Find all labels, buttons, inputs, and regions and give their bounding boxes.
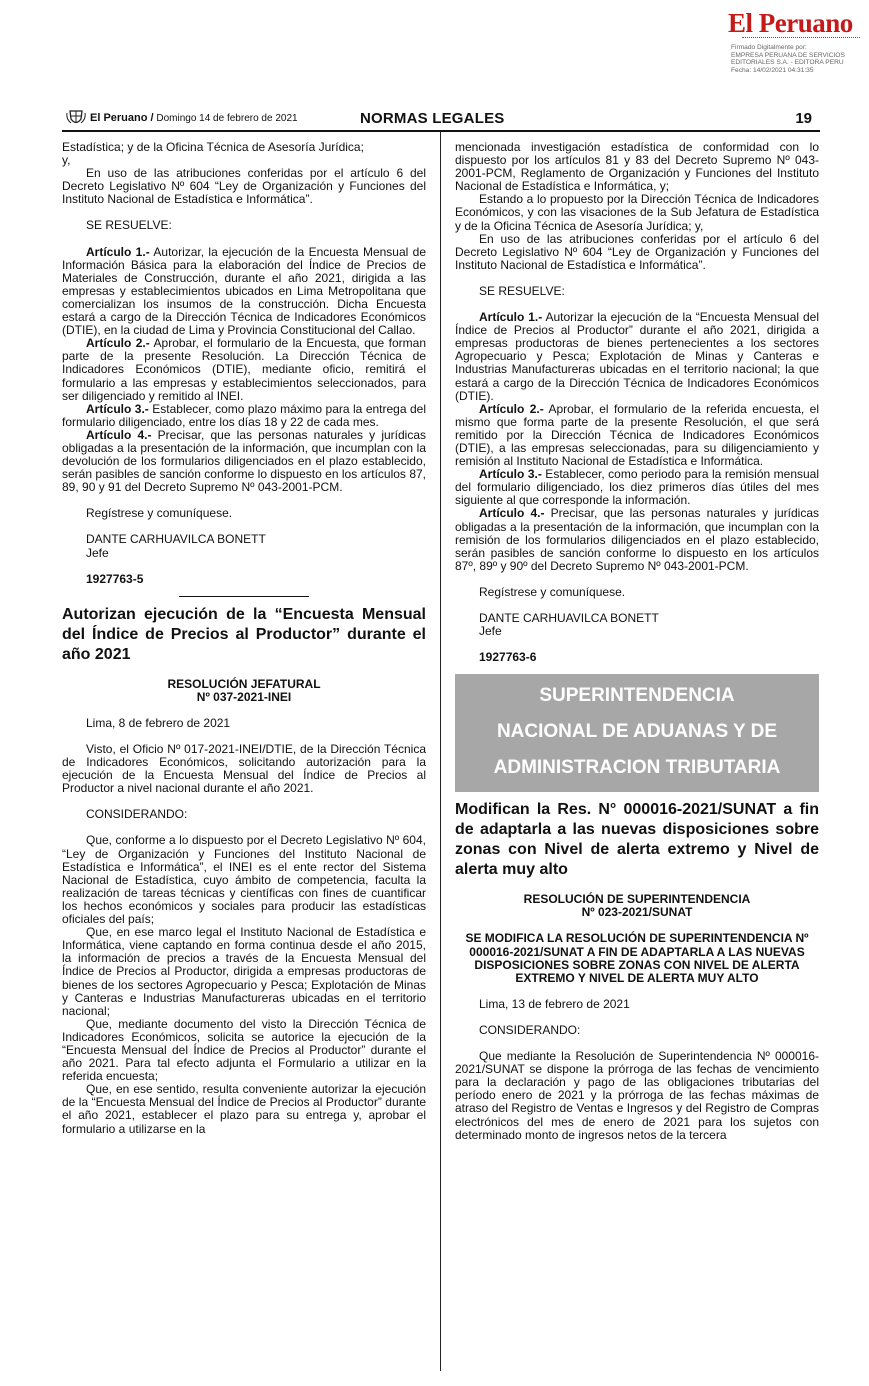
article-label: Artículo 2.- [479, 401, 544, 416]
place-date: Lima, 13 de febrero de 2021 [479, 996, 630, 1011]
article-label: Artículo 2.- [86, 336, 150, 351]
page-header [62, 108, 820, 130]
header-publication [90, 112, 298, 124]
page-number: 19 [795, 110, 812, 127]
article-text: Aprobar, el formulario de la referida encuesta, el mismo que forma parte de la presente Resolución, el que será remitido por la Dirección Técnica de Indicadores Económicos (DTIE), a las empresas seleccionadas, para su diligenciamiento y remisión al Instituto Nacional de Estadística e Informática. [455, 401, 819, 469]
paragraph: mencionada investigación estadística de conformidad con lo dispuesto por los artículos 81 y 83 del Decreto Supremo Nº 043-2001-PCM, Reglamento de Organización y Funciones del Instituto Nacional de Estadística e Informática, y; [455, 140, 819, 194]
headline: Modifican la Res. N° 000016-2021/SUNAT a fin de adaptarla a las nuevas disposiciones sobre zonas con Nivel de alerta extremo y Nivel de alerta muy alto [455, 801, 819, 879]
article-3 [62, 403, 426, 429]
resolution-subtitle: SE MODIFICA LA RESOLUCIÓN DE SUPERINTENDENCIA Nº 000016-2021/SUNAT A FIN DE ADAPTARLA A LAS NUEVAS DISPOSICIONES SOBRE ZONAS CON NIVEL DE ALERTA EXTREMO Y NIVEL DE ALERTA MUY ALTO [465, 931, 809, 985]
article-text: Precisar, que las personas naturales y jurídicas obligadas a la presentación de la información, que incumplan con la remisión de los formularios diligenciados en el plazo establecido, serán pasibles de sanción conforme lo dispuesto en los artículos 87º, 89º y 90º del Decreto Supremo Nº 043-2001-PCM. [455, 506, 820, 573]
article-label: Artículo 1.- [479, 310, 543, 325]
signer-name: DANTE CARHUAVILCA BONETT [479, 611, 659, 625]
article-text: Establecer, como plazo máximo para la entrega del formulario diligenciado, entre los días 18 y 22 de cada mes. [62, 401, 427, 429]
paragraph: Que mediante la Resolución de Superintendencia Nº 000016-2021/SUNAT se dispone la prórroga de las fechas de vencimiento para la declaración y pago de las obligaciones tributarias del período enero de 2021 y la prórroga de las fechas máximas de atraso del Registro de Ventas e Ingresos y del Registro de Compras electrónicos del mes de enero de 2021 para los sujetos con determinado monto de ingresos netos de la tercera [455, 1049, 819, 1142]
entity-line: ADMINISTRACION TRIBUTARIA [493, 757, 781, 779]
paragraph: Que, en ese sentido, resulta conveniente autorizar la ejecución de la “Encuesta Mensual del Índice de Precios al Productor” durante el año 2021, establecer el plazo para su entrega y, aprobar el formulario a utilizarse en la [62, 1082, 426, 1136]
se-resuelve-heading: SE RESUELVE: [479, 283, 565, 298]
article-text: Autorizar la ejecución de la “Encuesta Mensual del Índice de Precios al Productor” durante el año 2021, dirigida a empresas productoras de bienes pertenecientes a los sectores Agropecuario y Pesca; Explotación de Minas y Canteras e Industrias Manufactureras ubicadas en el territorio nacional; la que estará a cargo de la Dirección Técnica de Indicadores Económicos (DTIE). [455, 310, 820, 403]
article-2 [455, 403, 819, 468]
paragraph: Que, conforme a lo dispuesto por el Decreto Legislativo Nº 604, “Ley de Organización y Funciones del Instituto Nacional de Estadística e Informática”, el INEI es el ente rector del Sistema Nacional de Estadística, cuyo ámbito de competencia, faculta la realización de tareas técnicas y científicas con fines de cuantificar los hechos económicos y sociales para producir las estadísticas oficiales del país; [62, 833, 426, 927]
publication-name: El Peruano / [90, 112, 154, 124]
paragraph: Que, en ese marco legal el Instituto Nacional de Estadística e Informática, viene captando en forma continua desde el año 2015, la información de precios a través de la Encuesta Mensual del Índice de Precios al Productor, dirigida a empresas productoras de bienes de los sectores Agropecuario y Pesca; Explotación de Minas y Canteras e Industrias Manufactureras ubicadas en el territorio nacional; [62, 925, 426, 1018]
resolution-title: RESOLUCIÓN JEFATURAL [167, 676, 321, 691]
resolution-number: Nº 037-2021-INEI [196, 689, 292, 704]
considerando-heading: CONSIDERANDO: [86, 807, 188, 822]
article-text: Aprobar, el formulario de la Encuesta, que forman parte de la presente Resolución. La Dirección Técnica de Indicadores Económicos (DTIE), mediante oficio, remitirá el formulario a las empresas y establecimientos seleccionados, para ser diligenciado y remitido al INEI. [62, 336, 426, 403]
article-label: Artículo 3.- [479, 467, 542, 482]
article-text: Autorizar, la ejecución de la Encuesta Mensual de Información Básica para la elaboración del Índice de Precios de Materiales de Construcción, durante el año 2021, dirigida a las empresas y establecimientos ubicados en Lima Metropolitana que comercializan los insumos de la construcción. Dicha Encuesta estará a cargo de la Dirección Técnica de Indicadores Económicos (DTIE), en la ciudad de Lima y Provincia Constitucional del Callao. [62, 244, 427, 338]
column-divider [440, 131, 441, 1371]
article-1 [62, 246, 426, 338]
el-peruano-logo: El Peruano [728, 8, 853, 38]
digital-signature [731, 44, 845, 74]
resolution-number: Nº 023-2021/SUNAT [581, 905, 693, 920]
signature-line: Firmado Digitalmente por: [731, 44, 807, 51]
place-date: Lima, 8 de febrero de 2021 [86, 715, 231, 730]
article-text: Precisar, que las personas naturales y jurídicas obligadas a la presentación de la información, que incumplan con la devolución de los formularios diligenciados en el plazo establecido, serán pasibles de sanción conforme lo dispuesto en los artículos 87, 89, 90 y 91 del Decreto Supremo Nº 043-2001-PCM. [62, 427, 427, 495]
article-label: Artículo 1.- [86, 244, 150, 259]
article-2 [62, 337, 426, 402]
document-code: 1927763-5 [86, 571, 144, 586]
section-separator [179, 596, 309, 597]
article-4 [62, 429, 426, 494]
article-label: Artículo 3.- [86, 401, 149, 416]
coat-of-arms-icon [66, 109, 86, 127]
right-column [455, 141, 819, 1142]
signature-line: EDITORIALES S.A. - EDITORA PERU [731, 59, 844, 67]
article-label: Artículo 4.- [479, 506, 545, 521]
paragraph: En uso de las atribuciones conferidas por el artículo 6 del Decreto Legislativo Nº 604 “Ley de Organización y Funciones del Instituto Nacional de Estadística e Informática”. [455, 231, 819, 272]
closing-text: Regístrese y comuníquese. [479, 584, 626, 599]
article-1 [455, 311, 819, 403]
paragraph: Que, mediante documento del visto la Dirección Técnica de Indicadores Económicos, solicita se autorice la ejecución de la “Encuesta Mensual del Índice de Precios al Productor” durante el año 2021. Para tal efecto adjunta el Formulario a utilizar en la referida encuesta; [62, 1016, 426, 1084]
paragraph: Estadística; y de la Oficina Técnica de Asesoría Jurídica; [62, 140, 364, 154]
article-text: Establecer, como periodo para la remisión mensual del formulario diligenciado, los diez primeros días útiles del mes siguiente al que corresponde la información. [455, 467, 820, 508]
signer-name: DANTE CARHUAVILCA BONETT [86, 532, 266, 547]
signature-line: EMPRESA PERUANA DE SERVICIOS [731, 51, 845, 59]
article-label: Artículo 4.- [86, 427, 152, 442]
closing-text: Regístrese y comuníquese. [86, 506, 233, 521]
paragraph: Estando a lo propuesto por la Dirección Técnica de Indicadores Económicos, y con las visaciones de la Sub Jefatura de Estadística y de la Oficina Técnica de Asesoría Jurídica; y, [455, 192, 819, 233]
document-code: 1927763-6 [479, 650, 537, 665]
se-resuelve-heading: SE RESUELVE: [86, 218, 172, 233]
entity-line: NACIONAL DE ADUANAS Y DE [496, 721, 778, 743]
publication-date: Domingo 14 de febrero de 2021 [153, 113, 298, 124]
article-3 [455, 468, 819, 507]
considerando-heading: CONSIDERANDO: [479, 1022, 581, 1037]
entity-banner [455, 674, 819, 792]
header-rule [62, 130, 820, 132]
entity-line: SUPERINTENDENCIA [539, 685, 735, 707]
left-column [62, 141, 426, 1136]
resolution-title: RESOLUCIÓN DE SUPERINTENDENCIA [523, 892, 751, 907]
signer-role: Jefe [86, 545, 109, 560]
article-4 [455, 507, 819, 572]
paragraph: Visto, el Oficio Nº 017-2021-INEI/DTIE, de la Dirección Técnica de Indicadores Económicos, solicitando autorización para la ejecución de la Encuesta Mensual del Índice de Precios al Productor a nivel nacional durante el año 2021. [62, 742, 426, 796]
signer-role: Jefe [479, 624, 502, 639]
paragraph: y, [62, 153, 71, 168]
logo-underline [742, 37, 860, 41]
headline: Autorizan ejecución de la “Encuesta Mensual del Índice de Precios al Productor” durante el año 2021 [62, 605, 426, 663]
signature-line: Fecha: 14/02/2021 04:31:35 [731, 66, 814, 74]
section-title: NORMAS LEGALES [360, 110, 505, 127]
paragraph: En uso de las atribuciones conferidas por el artículo 6 del Decreto Legislativo Nº 604 “Ley de Organización y Funciones del Instituto Nacional de Estadística e Informática”. [62, 166, 426, 207]
